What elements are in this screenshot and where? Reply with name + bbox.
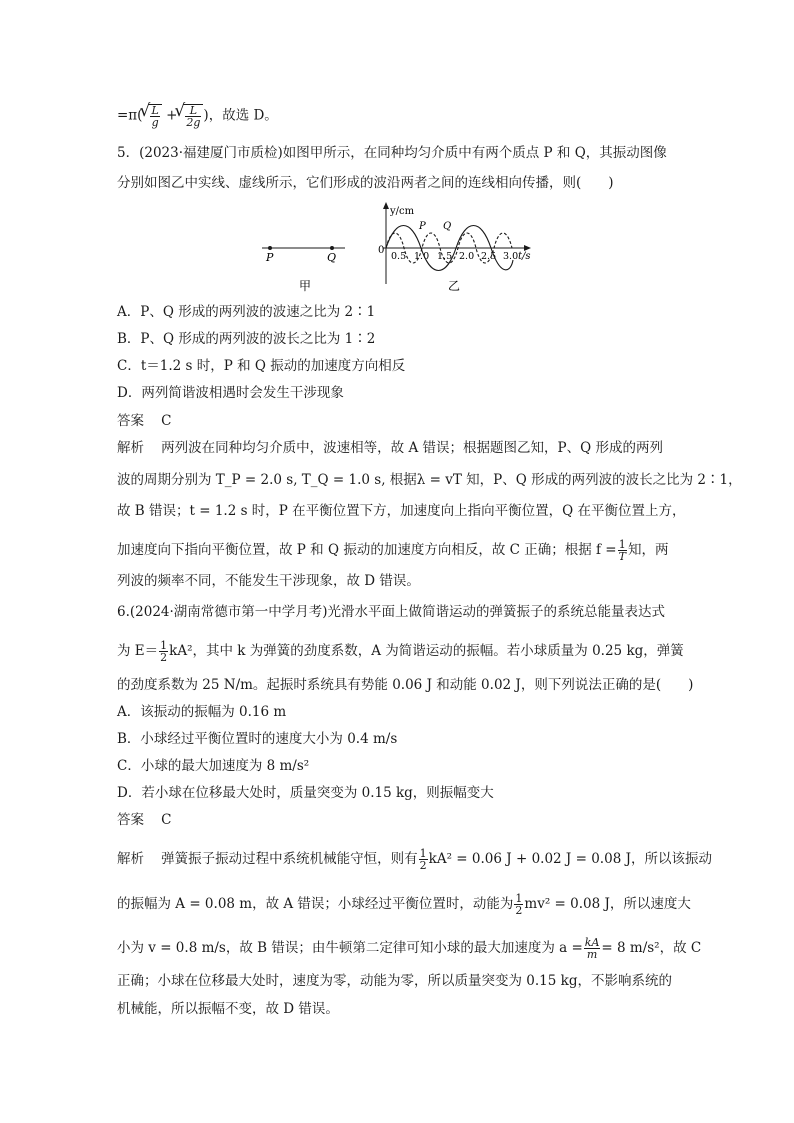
- yi-tick-4: 2.0: [459, 251, 475, 262]
- answer-value: C: [161, 812, 172, 828]
- yi-label-p: P: [419, 221, 426, 232]
- answer-label: 答案: [117, 812, 144, 828]
- yi-tick-1: 0.5: [391, 251, 407, 262]
- q5-option-c: C．t＝1.2 s 时，P 和 Q 振动的加速度方向相反: [117, 358, 406, 374]
- answer-label: 答案: [117, 413, 144, 429]
- frac-l-2g: √ $\frac{L}{2g}$: [186, 104, 201, 129]
- q5-option-d: D．两列简谐波相遇时会发生干涉现象: [117, 385, 344, 401]
- analysis-label: 解析: [117, 440, 144, 456]
- q5-answer: [117, 412, 172, 430]
- q6-analysis-line5: 机械能，所以振幅不变，故 D 错误。: [117, 1001, 339, 1017]
- q5-option-a: A．P、Q 形成的两列波的波速之比为 2∶1: [117, 304, 376, 320]
- frac-half: $\frac{1}{2}$: [160, 639, 168, 664]
- q6-option-c: C．小球的最大加速度为 8 m/s²: [117, 758, 310, 774]
- q5-stem-line2: 分别如图乙中实线、虚线所示，它们形成的波沿两者之间的连线相向传播，则( ): [117, 175, 614, 191]
- q6-analysis-line2: 的振幅为 A = 0.08 m，故 A 错误；小球经过平衡位置时，动能为 $\frac{1}{2}$ mv² = 0.08 J，所以速度大: [117, 892, 691, 917]
- q5-analysis-line4: 加速度向下指向平衡位置，故 P 和 Q 振动的加速度方向相反，故 C 正确；根据 f = $\frac{1}{T}$ 知，两: [117, 538, 669, 563]
- yi-label-q: Q: [443, 221, 452, 232]
- jia-label-p: P: [266, 251, 274, 264]
- sqrt-2: [183, 104, 203, 128]
- q6-option-d: D．若小球在位移最大处时，质量突变为 0.15 kg，则振幅变大: [117, 785, 494, 801]
- q6-analysis-line1: 解析 弹簧振子振动过程中系统机械能守恒，则有 $\frac{1}{2}$ kA² = 0.06 J + 0.02 J = 0.08 J，所以该振动: [117, 847, 712, 872]
- answer-value: C: [161, 413, 172, 429]
- yi-caption: 乙: [448, 279, 461, 293]
- q5-stem-line1: 5．(2023·福建厦门市质检)如图甲所示，在同种均匀介质中有两个质点 P 和 Q，其振动图像: [117, 145, 667, 161]
- frac-1-over-t: $\frac{1}{T}$: [618, 538, 626, 563]
- yi-tick-6: 3.0: [503, 251, 519, 262]
- q6-option-b: B．小球经过平衡位置时的速度大小为 0.4 m/s: [117, 731, 398, 747]
- q5-analysis-line5: 列波的频率不同，不能发生干涉现象，故 D 错误。: [117, 573, 420, 589]
- q6-stem-line1: 6.(2024·湖南常德市第一中学月考)光滑水平面上做简谐运动的弹簧振子的系统总能量表达式: [117, 604, 666, 620]
- yi-tick-2: 1.0: [414, 251, 430, 262]
- q5-figures: [0, 200, 794, 300]
- q6-option-a: A．该振动的振幅为 0.16 m: [117, 704, 287, 720]
- jia-label-q: Q: [327, 251, 337, 264]
- yi-ylabel: y/cm: [390, 206, 415, 217]
- frac-ka-over-m: $\frac{kA}{m}$: [584, 936, 600, 961]
- q5-analysis-line2: 波的周期分别为 T_P = 2.0 s, T_Q = 1.0 s, 根据λ = vT 知，P、Q 形成的两列波的波长之比为 2∶1，: [117, 472, 742, 488]
- q5-analysis-line3: 故 B 错误；t = 1.2 s 时，P 在平衡位置下方，加速度向上指向平衡位置，Q 在平衡位置上方，: [117, 503, 686, 519]
- q6-stem-line2: 为 E＝ $\frac{1}{2}$ kA²，其中 k 为弹簧的劲度系数，A 为简谐运动的振幅。若小球质量为 0.25 kg，弹簧: [117, 639, 684, 664]
- jia-caption: 甲: [299, 279, 312, 293]
- formula-suffix: )，故选 D。: [203, 107, 278, 124]
- analysis-label: 解析: [117, 851, 144, 867]
- top-formula: [117, 104, 278, 128]
- q6-answer: [117, 811, 172, 829]
- q6-analysis-line4: 正确；小球在位移最大处时，速度为零，动能为零，所以质量突变为 0.15 kg，不影响系统的: [117, 973, 672, 989]
- plus-sign: +: [166, 107, 178, 124]
- sqrt-1: [148, 104, 161, 128]
- frac-l-g: √ $\frac{L}{g}$: [151, 104, 159, 129]
- q6-stem-line3: 的劲度系数为 25 N/m。起振时系统具有势能 0.06 J 和动能 0.02 J，则下列说法正确的是( ): [117, 677, 694, 693]
- yi-tick-3: 1.5: [437, 251, 453, 262]
- yi-origin: 0: [378, 245, 385, 256]
- q6-analysis-line3: 小为 v = 0.8 m/s，故 B 错误；由牛顿第二定律可知小球的最大加速度为 a = $\frac{kA}{m}$ = 8 m/s²，故 C: [117, 936, 702, 961]
- yi-tick-5: 2.5: [481, 251, 497, 262]
- figure-yi: [378, 202, 531, 293]
- frac-half-3: $\frac{1}{2}$: [515, 892, 523, 917]
- figure-jia: [262, 246, 345, 293]
- q5-analysis-line1: 解析 两列波在同种均匀介质中，波速相等，故 A 错误；根据题图乙知，P、Q 形成的两列: [117, 440, 663, 456]
- frac-half-2: $\frac{1}{2}$: [419, 847, 427, 872]
- yi-xlabel: t/s: [518, 251, 531, 262]
- q5-option-b: B．P、Q 形成的两列波的波长之比为 1∶2: [117, 331, 376, 347]
- formula-prefix: =π(: [117, 107, 143, 124]
